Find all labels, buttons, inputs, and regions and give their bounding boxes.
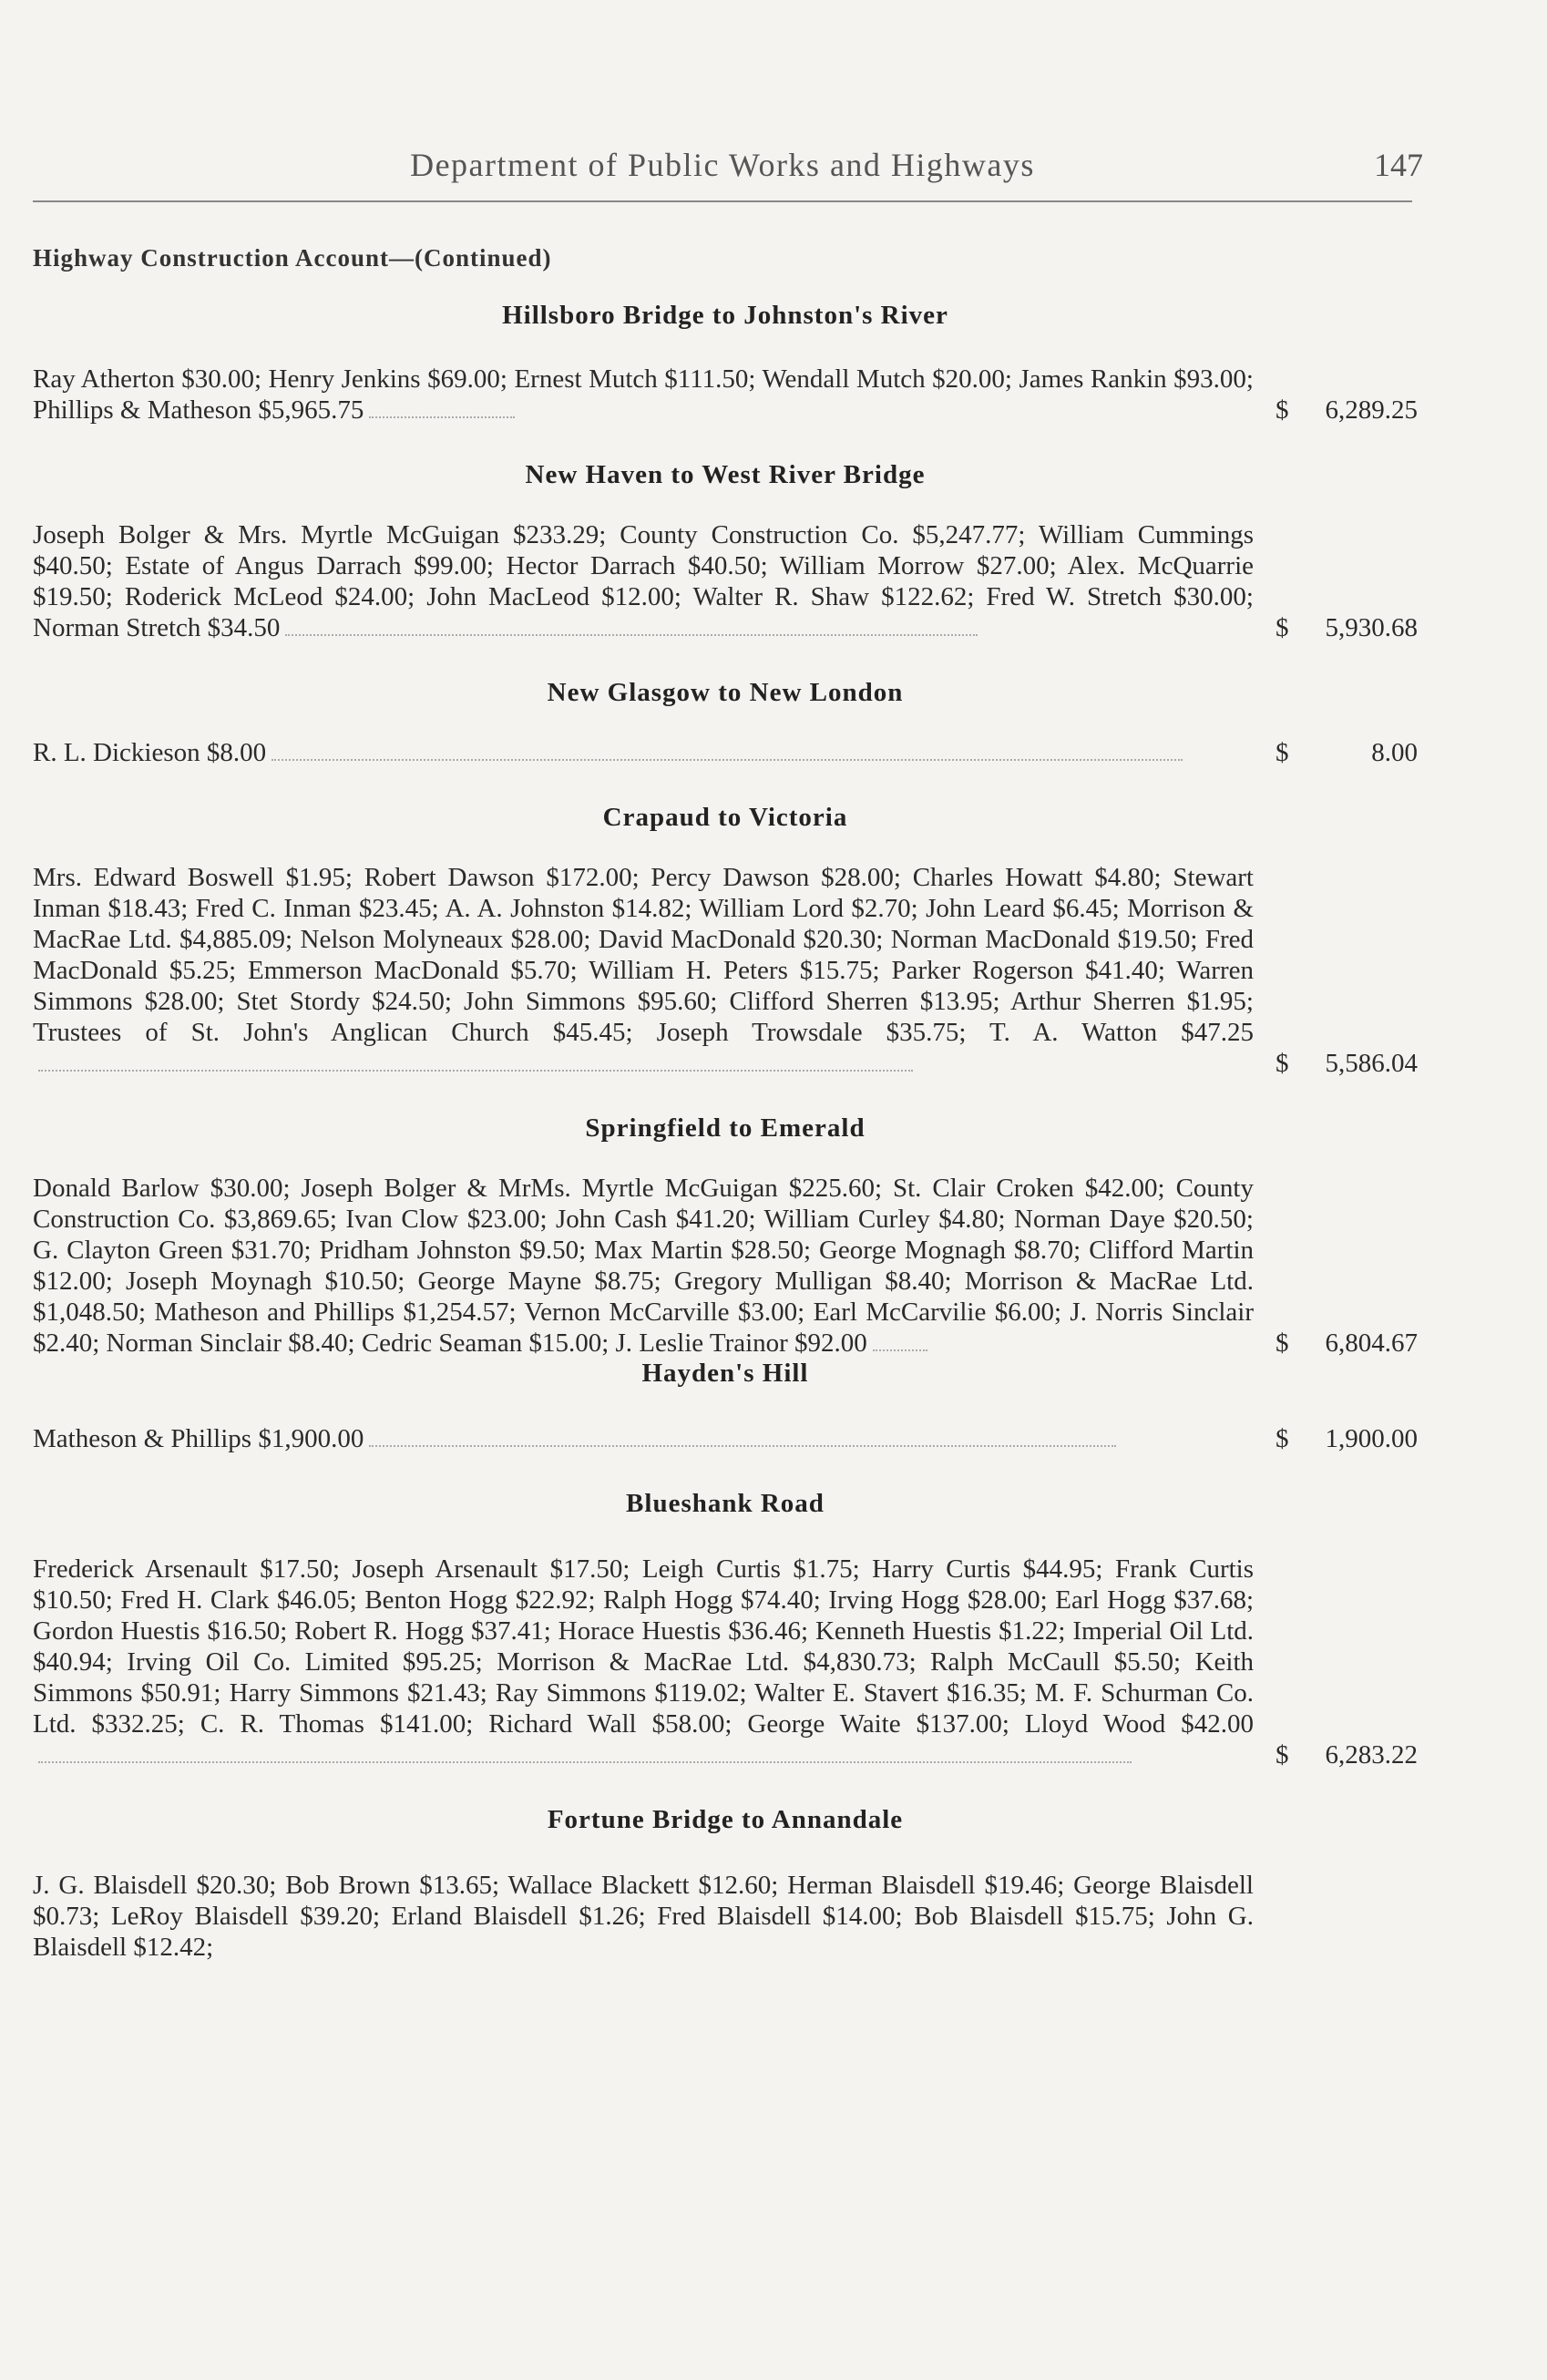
entry <box>33 737 1418 768</box>
page-header <box>33 137 1423 202</box>
currency-symbol: $ <box>1276 1049 1289 1078</box>
entry-total <box>1276 612 1418 643</box>
currency-symbol: $ <box>1276 1328 1289 1358</box>
dot-leader <box>285 634 978 636</box>
entry-text <box>33 1173 1254 1359</box>
dot-leader <box>38 1070 913 1072</box>
total-amount: 8.00 <box>1371 738 1418 767</box>
section-title: Crapaud to Victoria <box>602 803 848 832</box>
dot-leader <box>873 1349 927 1351</box>
entry-text <box>33 737 1254 768</box>
entry <box>33 1423 1418 1454</box>
section-title: New Haven to West River Bridge <box>525 460 926 489</box>
section-blueshank <box>33 1489 1418 1770</box>
entry-text-content: J. G. Blaisdell $20.30; Bob Brown $13.65; Wallace Blackett $12.60; Herman Blaisdell $19.46; George Blaisdell $0.73; LeRoy Blaisdell $39.20; Erland Blaisdell $1.26; Fred Blaisdell $14.00; Bob Blaisdell $15.75; John G. Blaisdell $12.42; <box>33 1871 1254 1962</box>
section-title: Fortune Bridge to Annandale <box>547 1805 904 1834</box>
entry-text <box>33 1870 1254 1963</box>
section-springfield <box>33 1113 1418 1359</box>
entry <box>33 862 1418 1079</box>
total-amount: 6,804.67 <box>1325 1328 1418 1358</box>
entry-total <box>1276 737 1418 768</box>
section-title: Blueshank Road <box>626 1489 825 1518</box>
entry <box>33 1554 1418 1770</box>
entry <box>33 364 1418 426</box>
section-crapaud <box>33 803 1418 1079</box>
dot-leader <box>369 416 515 418</box>
entry-text-content: Matheson & Phillips $1,900.00 <box>33 1424 364 1453</box>
total-amount: 6,283.22 <box>1325 1740 1418 1770</box>
currency-symbol: $ <box>1276 1740 1289 1770</box>
entry-text <box>33 1423 1254 1454</box>
currency-symbol: $ <box>1276 613 1289 642</box>
section-hillsboro <box>33 301 1418 426</box>
content <box>33 301 1418 1963</box>
entry-text-content: Joseph Bolger & Mrs. Myrtle McGuigan $233.29; County Construction Co. $5,247.77; William Cummings $40.50; Estate of Angus Darrach $99.00; Hector Darrach $40.50; William Morrow $27.00; Alex. McQuarrie $19.50; Roderick McLeod $24.00; John MacLeod $12.00; Walter R. Shaw $122.62; Fred W. Stretch $30.00; Norman Stretch $34.50 <box>33 520 1254 642</box>
entry <box>33 519 1418 643</box>
entry-text-content: Mrs. Edward Boswell $1.95; Robert Dawson $172.00; Percy Dawson $28.00; Charles Howatt $4.80; Stewart Inman $18.43; Fred C. Inman $23.45; A. A. Johnston $14.82; William Lord $2.70; John Leard $6.45; Morrison & MacRae Ltd. $4,885.09; Nelson Molyneaux $28.00; David MacDonald $20.30; Norman MacDonald $19.50; Fred MacDonald $5.25; Emmerson MacDonald $5.70; William H. Peters $15.75; Parker Rogerson $41.40; Warren Simmons $28.00; Stet Stordy $24.50; John Simmons $95.60; Clifford Sherren $13.95; Arthur Sherren $1.95; Trustees of St. John's Anglican Church $45.45; Joseph Trowsdale $35.75; T. A. Watton $47.25 <box>33 863 1254 1047</box>
entry-total <box>1276 1328 1418 1359</box>
entry-total <box>1276 395 1418 426</box>
total-amount: 5,586.04 <box>1325 1049 1418 1078</box>
total-amount: 6,289.25 <box>1325 395 1418 425</box>
entry-total <box>1276 1048 1418 1079</box>
dot-leader <box>38 1761 1132 1763</box>
entry-total <box>1276 1423 1418 1454</box>
entry <box>33 1870 1418 1963</box>
account-title: Highway Construction Account—(Continued) <box>33 244 552 272</box>
currency-symbol: $ <box>1276 738 1289 767</box>
entry-text <box>33 364 1254 426</box>
entry-text-content: Donald Barlow $30.00; Joseph Bolger & MrMs. Myrtle McGuigan $225.60; St. Clair Croken $42.00; County Construction Co. $3,869.65; Ivan Clow $23.00; John Cash $41.20; William Curley $4.80; Norman Daye $20.50; G. Clayton Green $31.70; Pridham Johnston $9.50; Max Martin $28.50; George Mognagh $8.70; Clifford Martin $12.00; Joseph Moynagh $10.50; George Mayne $8.75; Gregory Mulligan $8.40; Morrison & MacRae Ltd. $1,048.50; Matheson and Phillips $1,254.57; Vernon McCarville $3.00; Earl McCarvilie $6.00; J. Norris Sinclair $2.40; Norman Sinclair $8.40; Cedric Seaman $15.00; J. Leslie Trainor $92.00 <box>33 1174 1254 1358</box>
section-title: New Glasgow to New London <box>547 678 904 707</box>
section-title: Springfield to Emerald <box>585 1113 866 1143</box>
section-new-glasgow <box>33 678 1418 768</box>
section-new-haven <box>33 460 1418 643</box>
dot-leader <box>369 1445 1116 1447</box>
page-number: 147 <box>1374 147 1423 183</box>
entry-text <box>33 1554 1254 1770</box>
section-title: Hayden's Hill <box>641 1359 809 1388</box>
section-haydens-hill <box>33 1359 1418 1454</box>
entry-text-content: Frederick Arsenault $17.50; Joseph Arsenault $17.50; Leigh Curtis $1.75; Harry Curtis $44.95; Frank Curtis $10.50; Fred H. Clark $46.05; Benton Hogg $22.92; Ralph Hogg $74.40; Irving Hogg $28.00; Earl Hogg $37.68; Gordon Huestis $16.50; Robert R. Hogg $37.41; Horace Huestis $36.46; Kenneth Huestis $1.22; Imperial Oil Ltd. $40.94; Irving Oil Co. Limited $95.25; Morrison & MacRae Ltd. $4,830.73; Ralph McCaull $5.50; Keith Simmons $50.91; Harry Simmons $21.43; Ray Simmons $119.02; Walter E. Stavert $16.35; M. F. Schurman Co. Ltd. $332.25; C. R. Thomas $141.00; Richard Wall $58.00; George Waite $137.00; Lloyd Wood $42.00 <box>33 1554 1254 1739</box>
currency-symbol: $ <box>1276 1424 1289 1453</box>
entry <box>33 1173 1418 1359</box>
total-amount: 1,900.00 <box>1325 1424 1418 1453</box>
entry-text-content: Ray Atherton $30.00; Henry Jenkins $69.00; Ernest Mutch $111.50; Wendall Mutch $20.00; James Rankin $93.00; Phillips & Matheson $5,965.75 <box>33 364 1254 425</box>
section-fortune-bridge <box>33 1805 1418 1963</box>
entry-text <box>33 862 1254 1079</box>
entry-text-content: R. L. Dickieson $8.00 <box>33 738 267 767</box>
dot-leader <box>271 759 1183 761</box>
entry-text <box>33 519 1254 643</box>
page-title: Department of Public Works and Highways <box>410 147 1035 183</box>
section-title: Hillsboro Bridge to Johnston's River <box>502 301 948 330</box>
total-amount: 5,930.68 <box>1325 613 1418 642</box>
entry-total <box>1276 1739 1418 1770</box>
currency-symbol: $ <box>1276 395 1289 425</box>
